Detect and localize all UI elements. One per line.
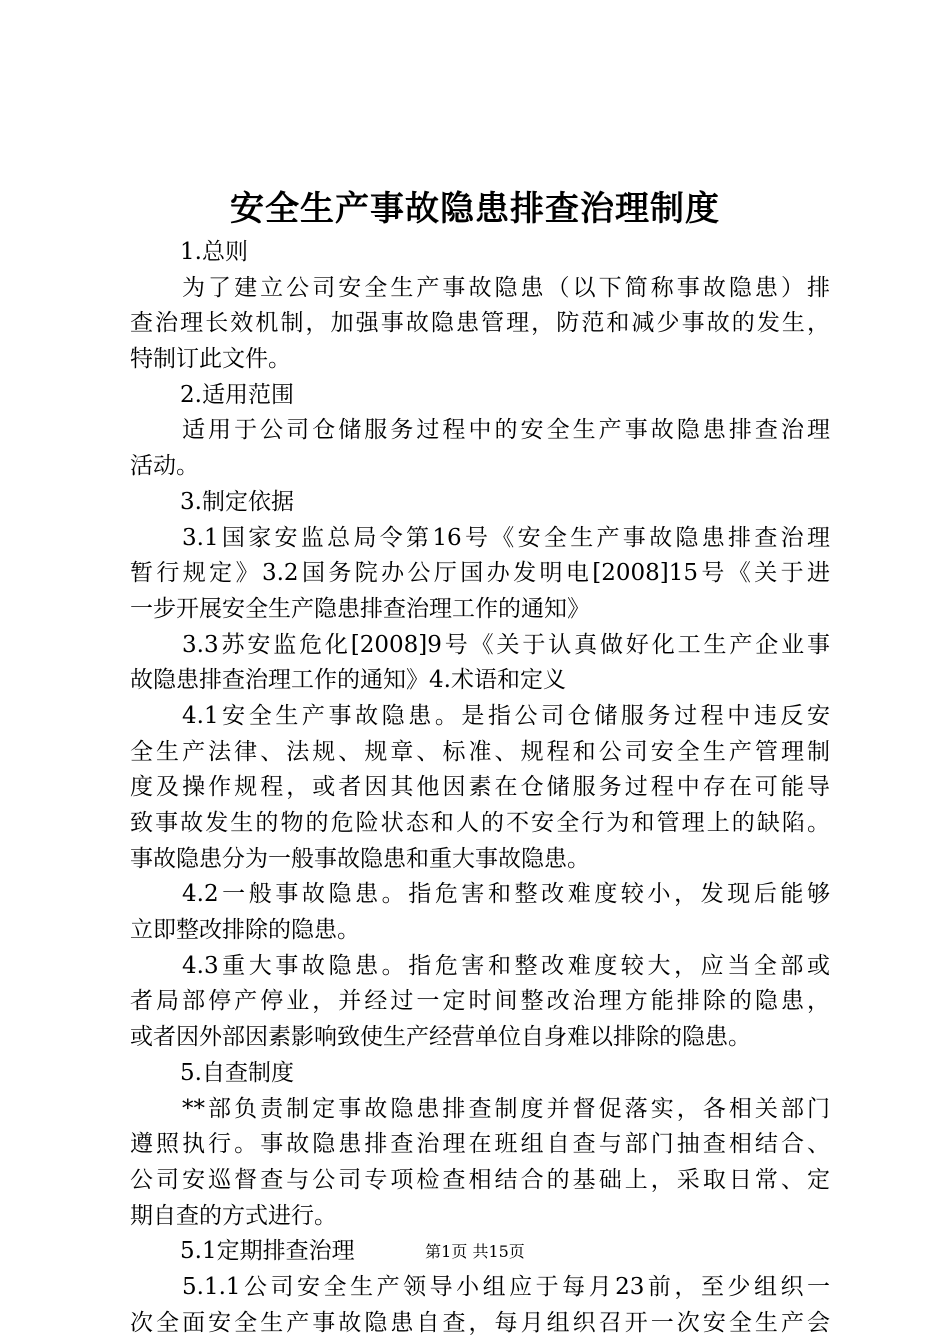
paragraph-line: 3.1国家安监总局令第16号《安全生产事故隐患排查治理 — [182, 524, 830, 551]
paragraph-line: 全生产法律、法规、规章、标准、规程和公司安全生产管理制 — [130, 738, 830, 765]
section-heading: 1.总则 — [180, 239, 248, 265]
paragraph-line: 5.1.1公司安全生产领导小组应于每月23前，至少组织一 — [182, 1273, 830, 1300]
paragraph-line: 遵照执行。事故隐患排查治理在班组自查与部门抽查相结合、 — [130, 1131, 830, 1158]
paragraph-line: 立即整改排除的隐患。 — [130, 917, 360, 944]
paragraph-line: 事故隐患分为一般事故隐患和重大事故隐患。 — [130, 845, 590, 872]
paragraph-line: 4.2一般事故隐患。指危害和整改难度较小，发现后能够 — [182, 881, 830, 908]
paragraph-line: 公司安巡督查与公司专项检查相结合的基础上，采取日常、定 — [130, 1166, 830, 1193]
paragraph-line: 3.3苏安监危化[2008]9号《关于认真做好化工生产企业事 — [182, 631, 830, 658]
paragraph-line: 暂行规定》3.2国务院办公厅国办发明电[2008]15号《关于进 — [130, 560, 830, 587]
document-title: 安全生产事故隐患排查治理制度 — [230, 189, 720, 229]
section-heading: 3.制定依据 — [180, 488, 294, 515]
paragraph-line: 适用于公司仓储服务过程中的安全生产事故隐患排查治理 — [182, 417, 830, 444]
paragraph-line: 活动。 — [130, 453, 199, 480]
paragraph-line: 次全面安全生产事故隐患自查，每月组织召开一次安全生产会 — [130, 1309, 830, 1336]
paragraph-line: 查治理长效机制，加强事故隐患管理，防范和减少事故的发生， — [130, 310, 830, 337]
paragraph-line: 故隐患排查治理工作的通知》4.术语和定义 — [130, 667, 566, 694]
section-heading: 5.自查制度 — [180, 1059, 294, 1086]
paragraph-line: 或者因外部因素影响致使生产经营单位自身难以排除的隐患。 — [130, 1024, 751, 1051]
document-body — [130, 235, 830, 1341]
page-number-footer: 第1页 共15页 — [425, 1242, 525, 1261]
section-heading: 5.1定期排查治理 — [180, 1238, 355, 1265]
section-heading: 2.适用范围 — [180, 381, 294, 408]
paragraph-line: 4.1安全生产事故隐患。是指公司仓储服务过程中违反安 — [182, 702, 830, 729]
paragraph-line: 度及操作规程，或者因其他因素在仓储服务过程中存在可能导 — [130, 774, 830, 801]
paragraph-line: 为了建立公司安全生产事故隐患（以下简称事故隐患）排 — [182, 274, 830, 301]
paragraph-line: **部负责制定事故隐患排查制度并督促落实，各相关部门 — [182, 1095, 830, 1122]
paragraph-line: 4.3重大事故隐患。指危害和整改难度较大，应当全部或 — [182, 952, 830, 979]
paragraph-line: 者局部停产停业，并经过一定时间整改治理方能排除的隐患， — [130, 988, 830, 1015]
paragraph-line: 一步开展安全生产隐患排查治理工作的通知》 — [130, 595, 590, 622]
paragraph-line: 期自查的方式进行。 — [130, 1202, 337, 1229]
paragraph-line: 致事故发生的物的危险状态和人的不安全行为和管理上的缺陷。 — [130, 810, 830, 836]
paragraph-line: 特制订此文件。 — [130, 346, 291, 373]
